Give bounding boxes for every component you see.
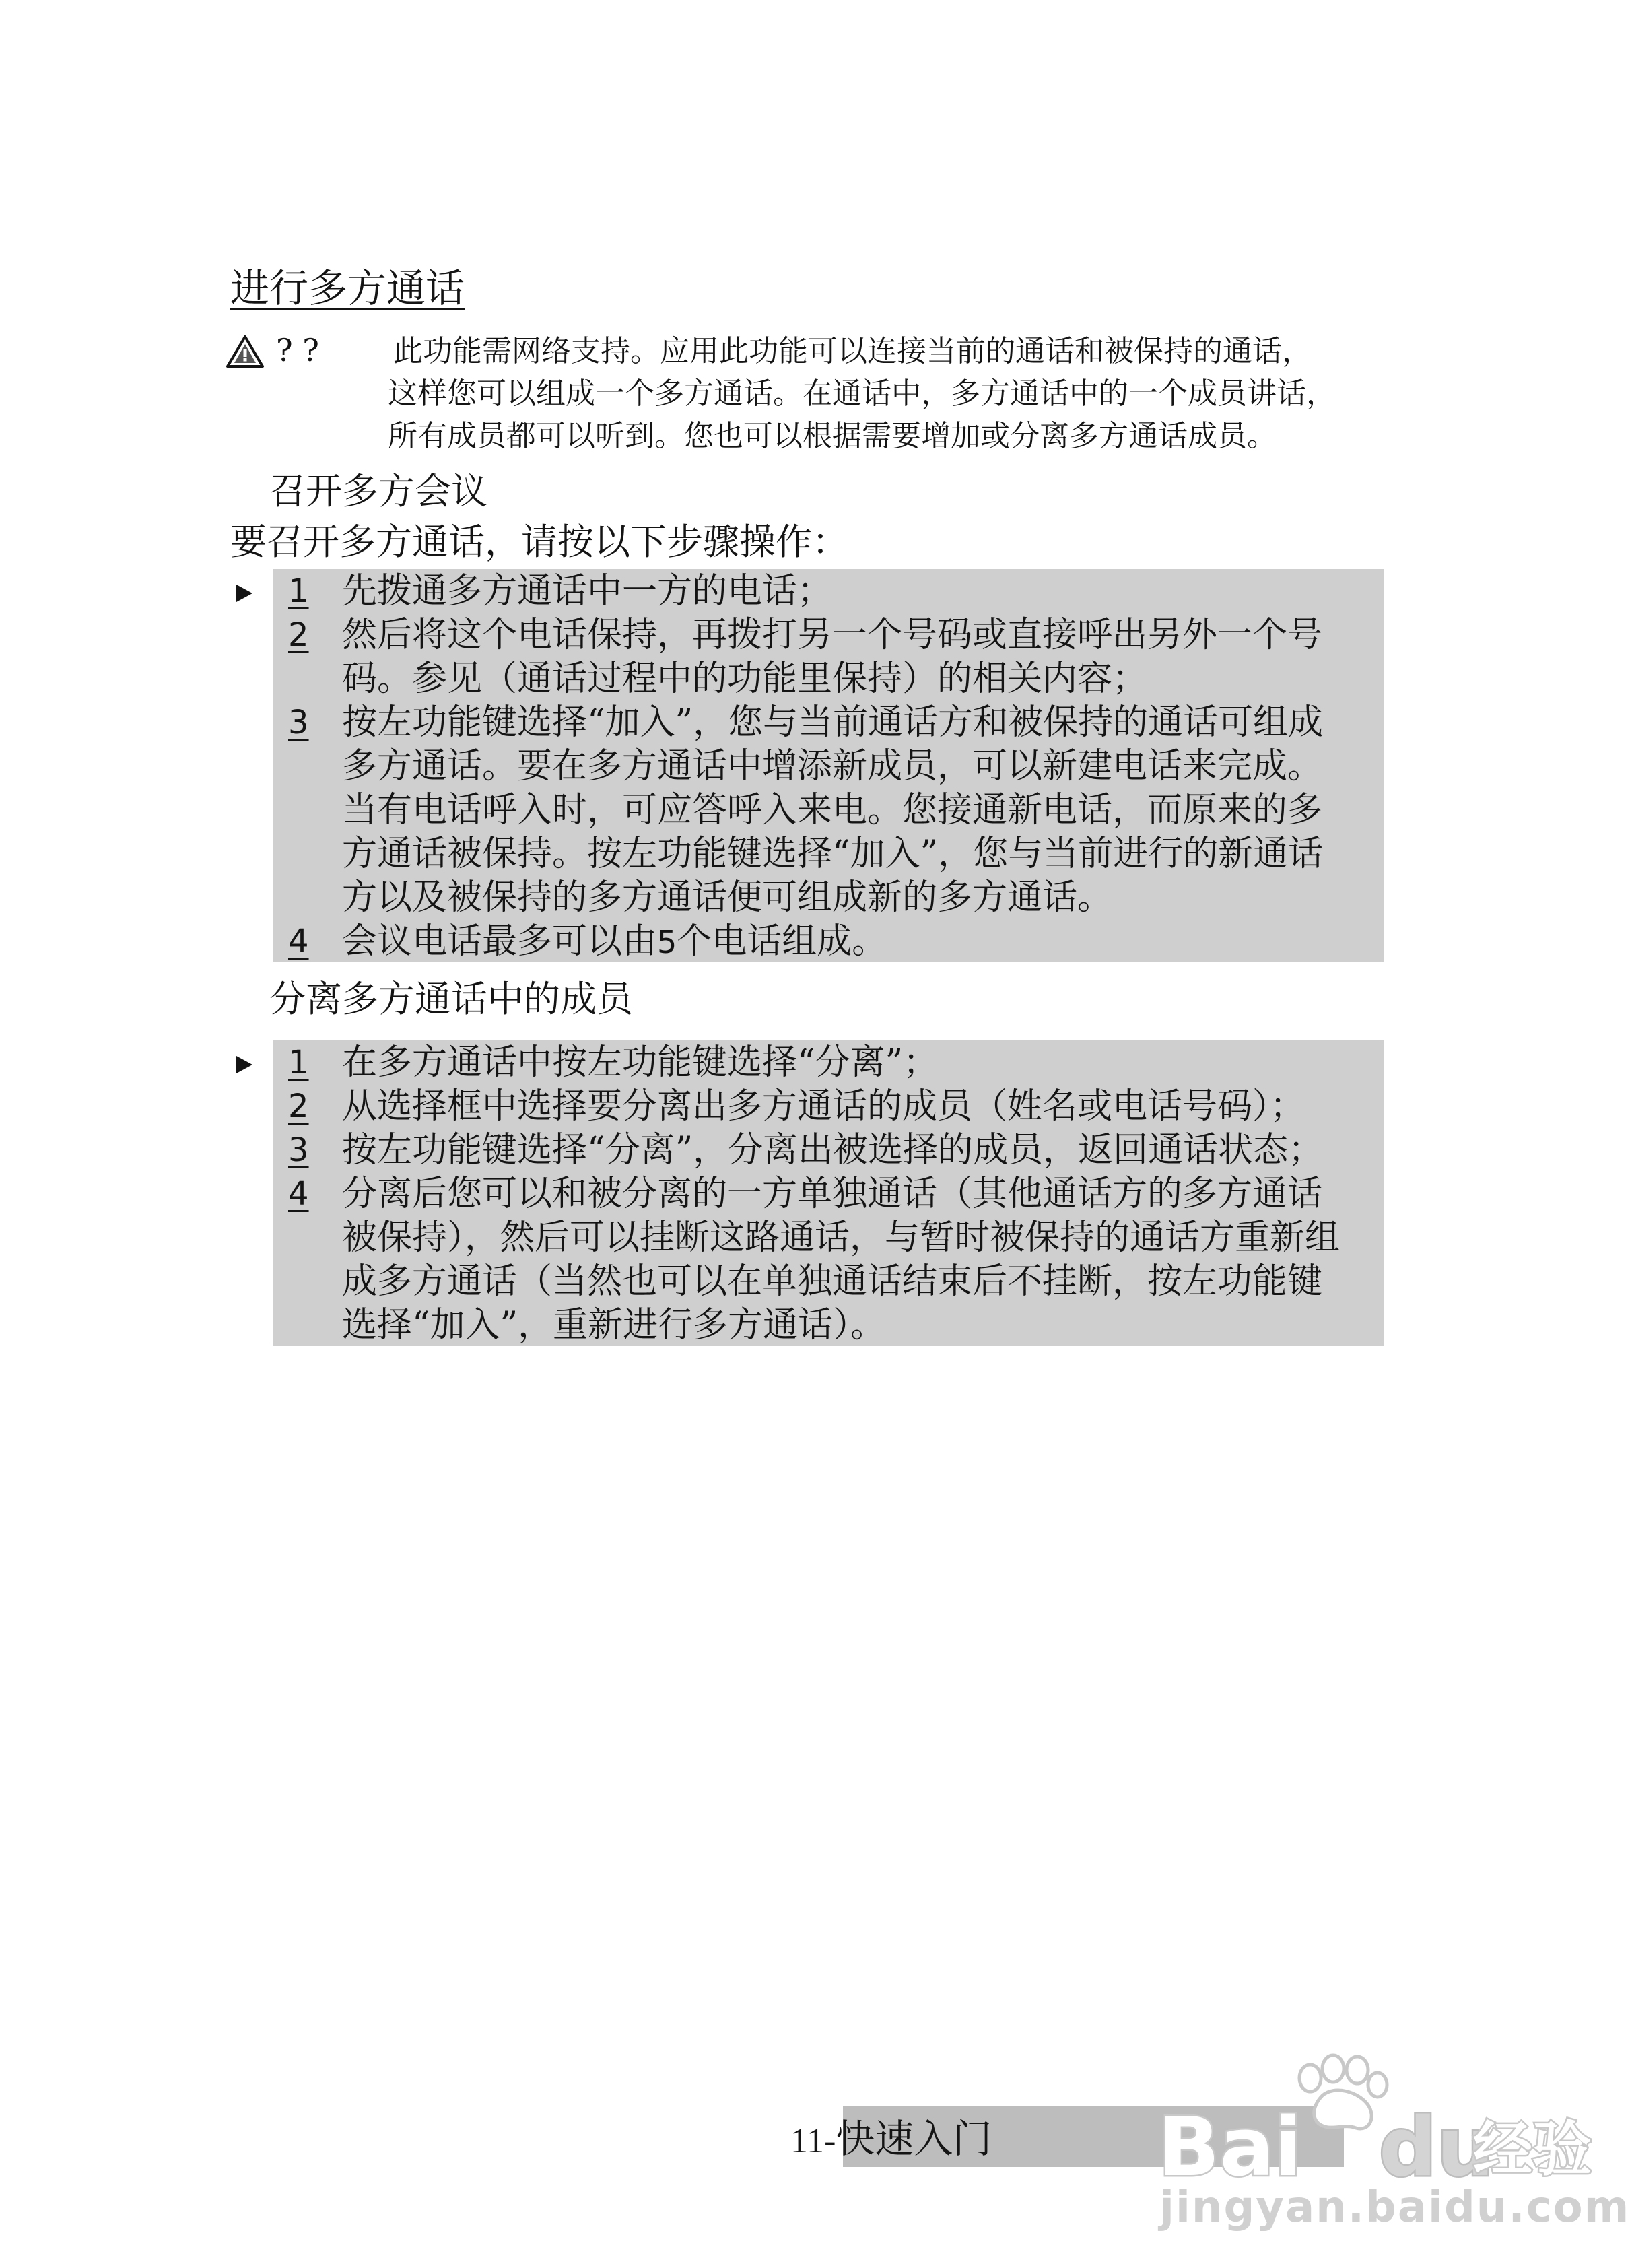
svg-text:Bai: Bai: [1158, 2101, 1302, 2195]
split-heading: 分离多方通话中的成员: [269, 978, 633, 1020]
step-text: [342, 701, 1379, 920]
step-line: 成多方通话（当然也可以在单独通话结束后不挂断，按左功能键: [342, 1261, 1323, 1302]
step-number: 3: [288, 1131, 309, 1169]
step-line: 被保持），然后可以挂断这路通话，与暂时被保持的通话方重新组: [342, 1218, 1340, 1258]
step-line: 从选择框中选择要分离出多方通话的成员（姓名或电话号码）；: [342, 1086, 1305, 1127]
step-item: [288, 1085, 1379, 1129]
conference-steps: [288, 570, 1379, 964]
footer: [790, 2112, 992, 2168]
step-line-text: 会议电话最多可以由: [342, 921, 658, 962]
conference-intro: 要召开多方通话，请按以下步骤操作：: [230, 521, 848, 563]
split-steps: [288, 1041, 1379, 1347]
svg-text:经验: 经验: [1473, 2114, 1592, 2184]
step-line: 按左功能键选择“分离”，分离出被选择的成员，返回通话状态；: [342, 1130, 1324, 1170]
chapter-name: 快速入门: [836, 2116, 992, 2162]
step-item: [288, 701, 1379, 920]
step-number: 3: [288, 704, 309, 741]
step-text: [342, 1085, 1379, 1129]
step-text: [342, 1041, 1379, 1085]
step-item: [288, 1129, 1379, 1172]
step-item: [288, 1041, 1379, 1085]
warning-note: [388, 330, 1425, 457]
play-arrow-icon: [236, 1056, 252, 1073]
step-text: [342, 920, 1379, 964]
step-number: 1: [288, 1044, 309, 1081]
svg-text:du: du: [1379, 2101, 1495, 2195]
note-line: 此功能需网络支持。应用此功能可以连接当前的通话和被保持的通话，: [393, 334, 1312, 368]
step-line: [342, 920, 1379, 964]
step-text: [342, 1129, 1379, 1172]
step-line: 按左功能键选择“加入”，您与当前通话方和被保持的通话可组成: [342, 702, 1324, 743]
step-item: [288, 613, 1379, 701]
step-number: 1: [288, 572, 309, 610]
play-arrow-icon: [236, 585, 252, 602]
step-item: [288, 920, 1379, 964]
step-line: 分离后您可以和被分离的一方单独通话（其他通话方的多方通话: [342, 1174, 1323, 1214]
step-line-digit: 5: [657, 924, 677, 960]
note-line: 所有成员都可以听到。您也可以根据需要增加或分离多方通话成员。: [388, 419, 1277, 453]
baidu-jingyan-watermark-logo: [1157, 2047, 1592, 2195]
step-number: 4: [288, 923, 309, 960]
step-text: [342, 1172, 1379, 1347]
step-line: 然后将这个电话保持，再拨打另一个号码或直接呼出另外一个号: [342, 615, 1323, 655]
step-line: 码。参见（通话过程中的功能里保持）的相关内容；: [342, 659, 1148, 699]
warning-triangle-icon: [226, 335, 264, 368]
step-number: 2: [288, 1088, 309, 1125]
step-number: 2: [288, 616, 309, 654]
step-line: 选择“加入”，重新进行多方通话）。: [342, 1305, 886, 1345]
step-text: [342, 613, 1379, 701]
step-line: 方通话被保持。按左功能键选择“加入”，您与当前进行的新通话: [342, 834, 1324, 874]
warning-marks: ? ?: [276, 332, 319, 368]
step-number: 4: [288, 1175, 309, 1213]
step-line: 在多方通话中按左功能键选择“分离”；: [342, 1042, 939, 1083]
step-item: [288, 570, 1379, 613]
page-number: 11-: [790, 2122, 836, 2160]
section-title: 进行多方通话: [230, 265, 465, 311]
step-text: [342, 570, 1379, 613]
step-line: 当有电话呼入时，可应答呼入来电。您接通新电话，而原来的多: [342, 790, 1323, 830]
conference-heading: 召开多方会议: [269, 470, 487, 512]
step-line-text: 个电话组成。: [677, 921, 887, 962]
step-line: 先拨通多方通话中一方的电话；: [342, 571, 833, 611]
step-line: 多方通话。要在多方通话中增添新成员，可以新建电话来完成。: [342, 746, 1323, 787]
step-item: [288, 1172, 1379, 1347]
step-line: 方以及被保持的多方通话便可组成新的多方通话。: [342, 877, 1113, 918]
watermark-url: jingyan.baidu.com: [1159, 2182, 1630, 2232]
note-line: 这样您可以组成一个多方通话。在通话中，多方通话中的一个成员讲话，: [388, 376, 1336, 411]
